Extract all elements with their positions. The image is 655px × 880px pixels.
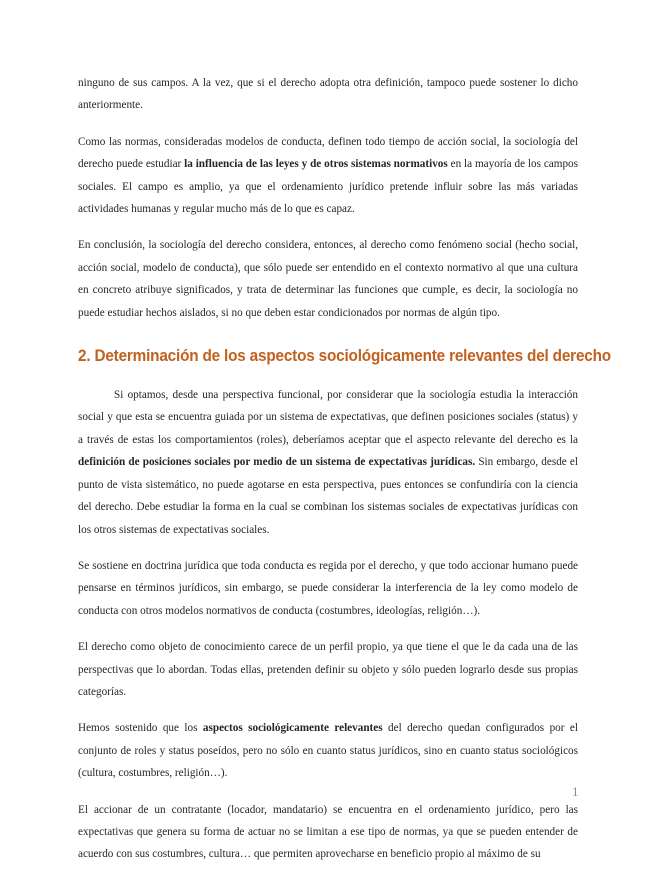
paragraph-2 [78,131,578,221]
text-run: En conclusión, la sociología del derecho considera, entonces, al derecho como fenómeno social (hecho social, acción social, modelo de conducta), que sólo puede ser entendido en el contexto normativo al que una cultura en concreto atribuye significados, y trata de determinar las funciones que cumple, es decir, la sociología no puede estudiar hechos aislados, si no que deben estar condicionados por normas de algún tipo. [78,239,578,319]
text-run: Se sostiene en doctrina jurídica que toda conducta es regida por el derecho, y que todo accionar humano puede pensarse en términos jurídicos, sin embargo, se puede considerar la interferencia de la ley como modelo de conducta con otros modelos normativos de conducta (costumbres, ideologías, religión…). [78,559,578,617]
text-run: Sin embargo, desde el punto de vista sistemático, no puede agotarse en esta perspectiva, pues entonces se confundiría con la ciencia del derecho. Debe estudiar la forma en la cual se combinan los sistemas sociales de expectativas jurídicas con los otros sistemas de expectativas sociales. [78,456,578,536]
paragraph-6 [78,636,578,703]
paragraph-8 [78,799,578,866]
bold-text: definición de posiciones sociales por medio de un sistema de expectativas jurídicas. [78,456,476,469]
body-section-2 [78,384,578,866]
paragraph-7 [78,717,578,784]
paragraph-5 [78,555,578,622]
page-number: 1 [572,784,579,799]
text-run: El derecho como objeto de conocimiento carece de un perfil propio, ya que tiene el que le da cada una de las perspectivas que lo abordan. Todas ellas, pretenden definir su objeto y sólo pueden lograrlo desde sus propias categorías. [78,641,578,698]
text-run: en la mayoría de los campos sociales. El campo es amplio, ya que el ordenamiento jurídico pretende influir sobre las más variadas actividades humanas y regular mucho más de lo que es capaz. [78,158,578,216]
text-run: ninguno de sus campos. A la vez, que si el derecho adopta otra definición, tampoco puede sostener lo dicho anteriormente. [78,77,578,112]
text-run: Hemos sostenido que los [78,722,203,735]
body-section-intro [78,72,578,324]
page-body [78,72,611,880]
paragraph-4 [78,384,578,541]
section-heading: 2. Determinación de los aspectos sociológicamente relevantes del derecho [78,346,611,366]
paragraph-3 [78,234,578,324]
text-run: del derecho quedan configurados por el conjunto de roles y status poseídos, pero no sólo en cuanto status jurídicos, sino en cuanto status sociológicos (cultura, costumbres, religión…). [78,722,578,780]
text-run: Si optamos, desde una perspectiva funcional, por considerar que la sociología estudia la interacción social y que esta se encuentra guiada por un sistema de expectativas, que definen posiciones sociales (status) y a través de estas los comportamientos (roles), deberíamos aceptar que el aspecto relevante del derecho es la [78,389,578,446]
bold-text: la influencia de las leyes y de otros sistemas normativos [184,158,448,171]
bold-text: aspectos sociológicamente relevantes [202,722,383,735]
text-run: Como las normas, consideradas modelos de conducta, definen todo tiempo de acción social, la sociología del derecho puede estudiar [78,135,578,171]
text-run: El accionar de un contratante (locador, mandatario) se encuentra en el ordenamiento jurídico, pero las expectativas que genera su forma de actuar no se limitan a ese tipo de normas, ya que se pueden entender de acuerdo con sus costumbres, cultura… que permiten aprovecharse en beneficio propio al máximo de su [78,803,578,861]
paragraph-1 [78,72,578,117]
